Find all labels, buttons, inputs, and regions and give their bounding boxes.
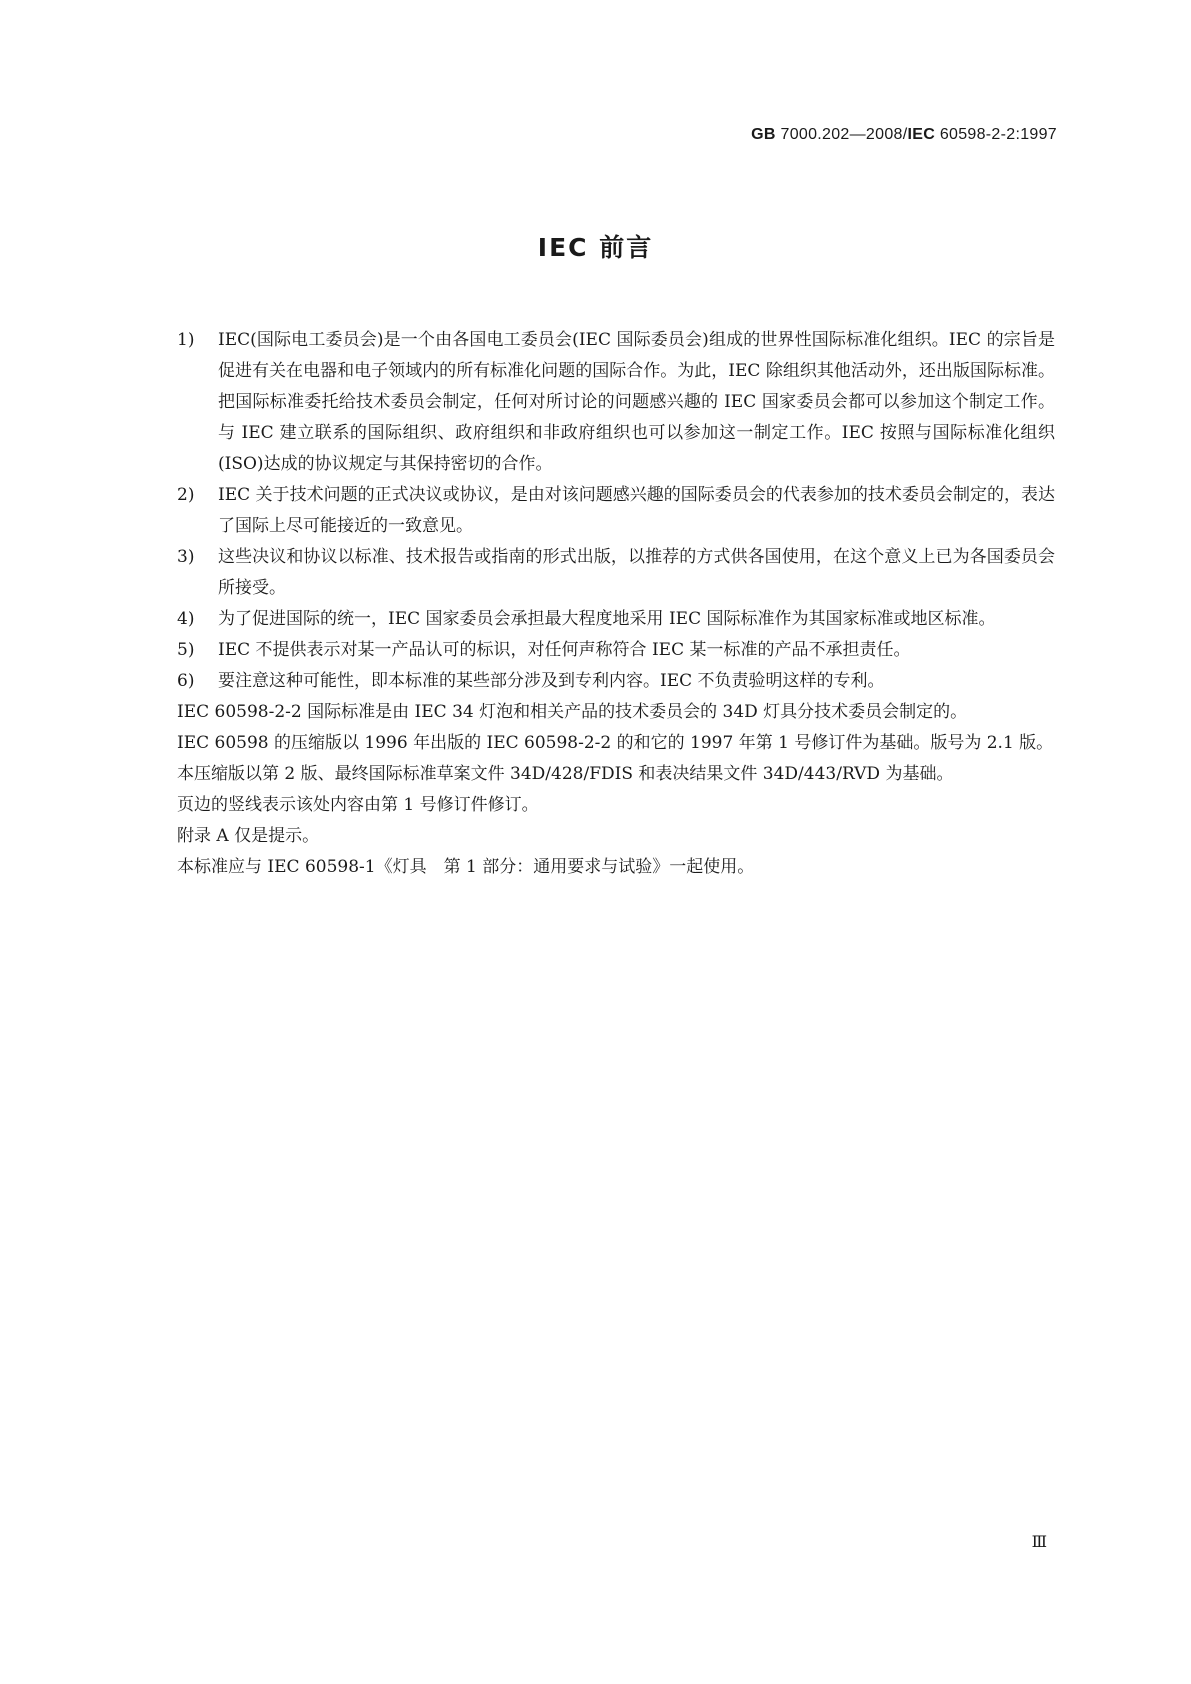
body-paragraph: 本压缩版以第 2 版、最终国际标准草案文件 34D/428/FDIS 和表决结果文件 34D/443/RVD 为基础。 <box>177 764 954 784</box>
list-item-number: 4) <box>177 609 195 629</box>
list-item <box>130 325 1055 480</box>
list-item-number: 5) <box>177 640 195 660</box>
page-title: IEC 前言 <box>537 233 654 262</box>
body-paragraph: 页边的竖线表示该处内容由第 1 号修订件修订。 <box>177 795 539 815</box>
list-item-number: 6) <box>177 671 195 691</box>
body-paragraph: 本标准应与 IEC 60598-1《灯具 第 1 部分：通用要求与试验》一起使用。 <box>177 857 755 877</box>
document-body <box>130 325 1055 883</box>
list-item <box>130 666 1055 697</box>
list-item <box>130 542 1055 604</box>
header-iec-code: 60598-2-2:1997 <box>939 126 1057 143</box>
list-item-text: 要注意这种可能性，即本标准的某些部分涉及到专利内容。IEC 不负责验明这样的专利。 <box>218 671 885 691</box>
list-item <box>130 635 1055 666</box>
header-prefix: GB <box>751 126 776 143</box>
header-iec-prefix: IEC <box>907 126 936 143</box>
body-paragraph: 附录 A 仅是提示。 <box>177 826 320 846</box>
list-item-number: 2) <box>177 485 195 505</box>
page-number: Ⅲ <box>1031 1532 1046 1551</box>
standard-number-header <box>751 126 1057 144</box>
list-item <box>130 604 1055 635</box>
list-item-text: IEC 不提供表示对某一产品认可的标识，对任何声称符合 IEC 某一标准的产品不承担责任。 <box>218 640 911 660</box>
body-paragraph: IEC 60598 的压缩版以 1996 年出版的 IEC 60598-2-2 的和它的 1997 年第 1 号修订件为基础。版号为 2.1 版。 <box>177 733 1054 753</box>
header-code: 7000.202—2008/ <box>780 126 908 143</box>
body-paragraph: IEC 60598-2-2 国际标准是由 IEC 34 灯泡和相关产品的技术委员会的 34D 灯具分技术委员会制定的。 <box>177 702 968 722</box>
list-item-text: 这些决议和协议以标准、技术报告或指南的形式出版，以推荐的方式供各国使用，在这个意义上已为各国委员会所接受。 <box>218 547 1055 598</box>
list-item-text: 为了促进国际的统一，IEC 国家委员会承担最大程度地采用 IEC 国际标准作为其国家标准或地区标准。 <box>218 609 996 629</box>
list-item <box>130 480 1055 542</box>
list-item-number: 3) <box>177 547 195 567</box>
list-item-text: IEC 关于技术问题的正式决议或协议，是由对该问题感兴趣的国际委员会的代表参加的技术委员会制定的，表达了国际上尽可能接近的一致意见。 <box>218 485 1055 536</box>
list-item-text: IEC(国际电工委员会)是一个由各国电工委员会(IEC 国际委员会)组成的世界性国际标准化组织。IEC 的宗旨是促进有关在电器和电子领域内的所有标准化问题的国际合作。为此，IEC 除组织其他活动外，还出版国际标准。把国际标准委托给技术委员会制定，任何对所讨论的问题感兴趣的 IEC 国家委员会都可以参加这个制定工作。与 IEC 建立联系的国际组织、政府组织和非政府组织也可以参加这一制定工作。IEC 按照与国际标准化组织(ISO)达成的协议规定与其保持密切的合作。 <box>218 330 1055 474</box>
list-item-number: 1) <box>177 330 195 350</box>
